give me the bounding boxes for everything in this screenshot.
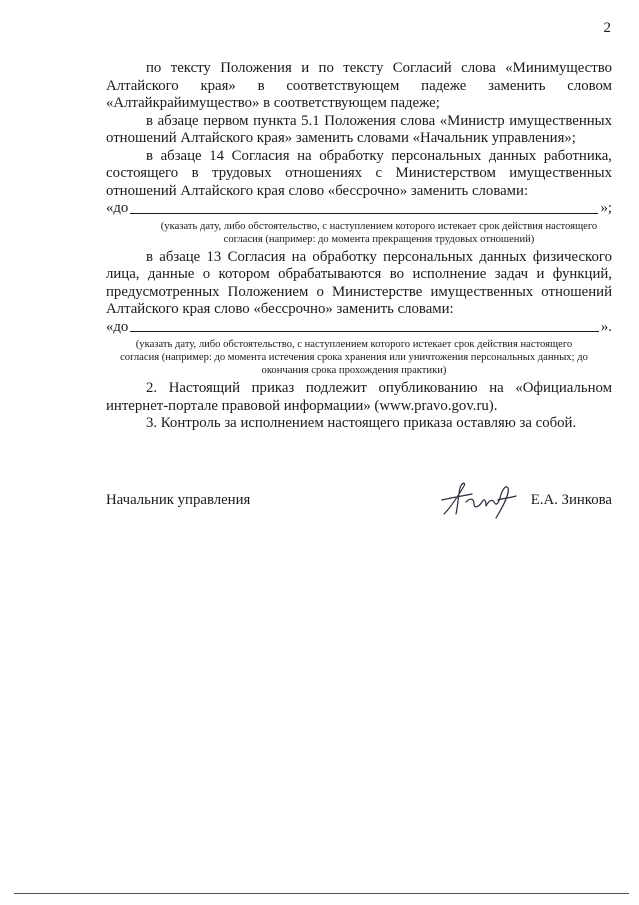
page-number: 2 [603, 20, 611, 36]
footer-divider [14, 893, 629, 894]
blank-fill-line-employee [106, 200, 612, 218]
blank-underline [130, 331, 599, 332]
document-body [106, 60, 612, 433]
paragraph-rename-ministry: по тексту Положения и по тексту Согласий слова «Минимущество Алтайского края» в соответствующем падеже заменить словом «Алтайкрайимущество» в соответствующем падеже; [106, 60, 612, 111]
paragraph-clause-5-1: в абзаце первом пункта 5.1 Положения слова «Министр имущественных отношений Алтайского края» заменить словами «Начальник управления»; [106, 112, 612, 146]
handwritten-signature [436, 478, 526, 522]
blank-prefix: «до [106, 200, 129, 216]
paragraph-consent-individual: в абзаце 13 Согласия на обработку персональных данных физического лица, данные о котором обрабатываются во исполнение задач и функций, предусмотренных Положением о Министерстве имущественных отношений Алтайского края слово «бессрочно» заменить словами: [106, 248, 612, 317]
blank-underline [130, 213, 598, 214]
footnote-employee-term: (указать дату, либо обстоятельство, с наступлением которого истекает срок действия настоящего согласия (например: до момента прекращения трудовых отношений) [160, 220, 598, 245]
paragraph-control: 3. Контроль за исполнением настоящего приказа оставляю за собой. [146, 415, 577, 431]
blank-fill-line-individual [106, 319, 612, 337]
paragraph-publication: 2. Настоящий приказ подлежит опубликованию на «Официальном интернет-портале правовой информации» (www.pravo.gov.ru). [106, 380, 612, 414]
footnote-individual-term: (указать дату, либо обстоятельство, с наступлением которого истекает срок действия настоящего согласия (например: до момента истечения срока хранения или уничтожения персональных данных; до окончания срока прохождения практики) [120, 339, 588, 376]
paragraph-consent-employee: в абзаце 14 Согласия на обработку персональных данных работника, состоящего в трудовых отношениях с Министерством имущественных отношений Алтайского края слово «бессрочно» заменить словами: [106, 147, 612, 199]
signer-position: Начальник управления [106, 492, 251, 508]
signer-name: Е.А. Зинкова [530, 492, 612, 508]
blank-prefix: «до [106, 318, 129, 335]
blank-suffix: ». [600, 318, 612, 335]
signature-block [106, 478, 612, 522]
blank-suffix: »; [600, 200, 612, 216]
